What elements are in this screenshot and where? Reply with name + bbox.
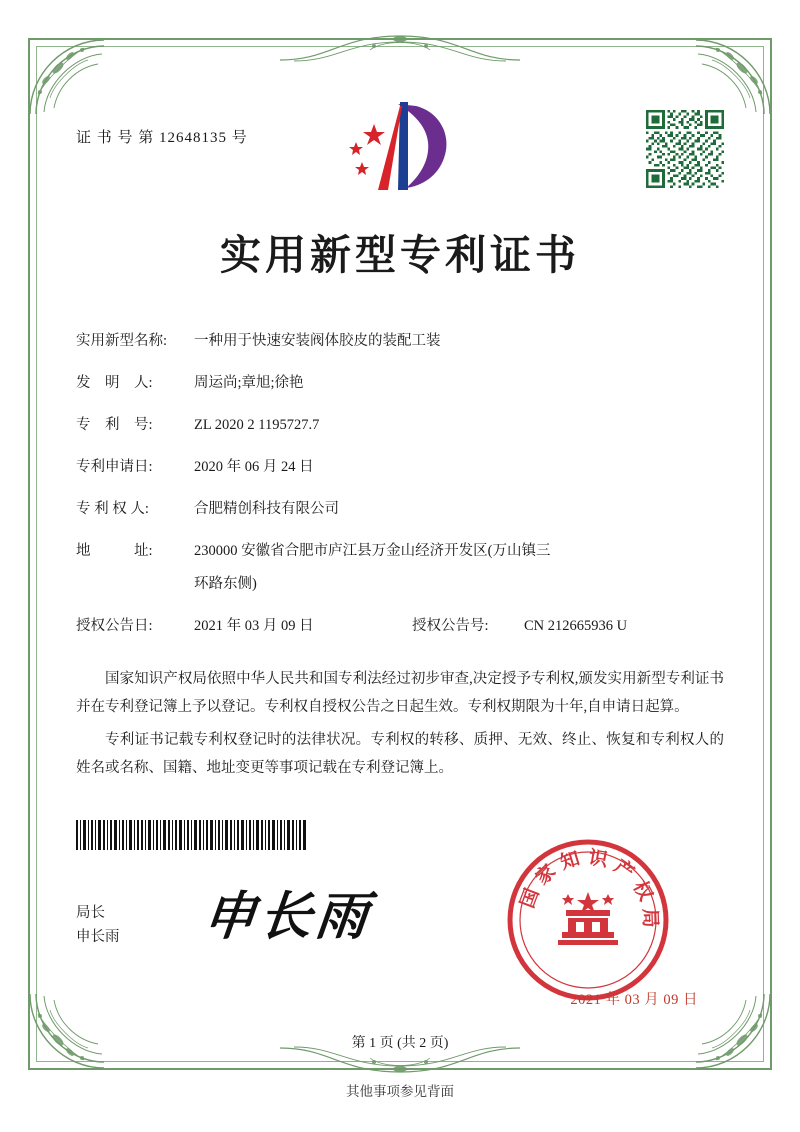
announcement-date-label: 授权公告日: [76, 618, 153, 634]
certificate-content [76, 96, 724, 1009]
signature-area [76, 846, 724, 1009]
seal-date: 2021 年 03 月 09 日 [570, 992, 698, 1009]
svg-text:国 家 知 识 产 权 局: 国 家 知 识 产 权 局 [516, 846, 662, 929]
field-value: ZL 2020 2 1195727.7 [194, 417, 320, 433]
cnipa-logo [340, 96, 460, 201]
field-row-announcement [76, 612, 724, 641]
director-labels [76, 902, 120, 950]
field-value: 2020 年 06 月 24 日 [194, 459, 314, 475]
field-value: 一种用于快速安装阀体胶皮的装配工装 [194, 333, 441, 349]
announcement-number-value: CN 212665936 U [524, 618, 628, 634]
field-list [76, 327, 724, 641]
field-label: 地 址: [76, 543, 153, 559]
announcement-number-label: 授权公告号: [412, 618, 489, 634]
field-label: 发 明 人: [76, 375, 153, 391]
field-value: 合肥精创科技有限公司 [194, 501, 339, 517]
field-row-patent-number [76, 411, 724, 440]
field-row-patentee [76, 495, 724, 524]
field-row-application-date [76, 453, 724, 482]
page-indicator: 第 1 页 (共 2 页) [351, 1036, 449, 1051]
field-label: 专利申请日: [76, 459, 153, 475]
address-continuation: 环路东侧) [194, 576, 257, 592]
official-seal [504, 836, 672, 1004]
barcode [76, 820, 308, 850]
field-value: 周运尚;章旭;徐艳 [194, 375, 304, 391]
announcement-date-value: 2021 年 03 月 09 日 [194, 618, 314, 634]
field-row-inventor [76, 369, 724, 398]
field-label: 专 利 权 人: [76, 501, 149, 517]
director-signature: 申长雨 [200, 886, 375, 948]
page-title: 实用新型专利证书 [220, 231, 580, 279]
qr-code [646, 110, 724, 188]
director-title: 局长 [76, 905, 105, 922]
certificate-number: 证 书 号 第 12648135 号 [76, 130, 248, 146]
director-name: 申长雨 [76, 928, 120, 945]
paragraph-1: 国家知识产权局依照中华人民共和国专利法经过初步审查,决定授予专利权,颁发实用新型专利证书并在专利登记簿上予以登记。专利权自授权公告之日起生效。专利权期限为十年,自申请日起算。 [76, 671, 724, 716]
paragraph-2: 专利证书记载专利权登记时的法律状况。专利权的转移、质押、无效、终止、恢复和专利权人的姓名或名称、国籍、地址变更等事项记载在专利登记簿上。 [76, 731, 724, 776]
field-row-name [76, 327, 724, 356]
field-row-address [76, 537, 724, 566]
field-value: 230000 安徽省合肥市庐江县万金山经济开发区(万山镇三 [194, 543, 551, 559]
footer-note: 其他事项参见背面 [346, 1084, 454, 1099]
field-label: 实用新型名称: [76, 333, 168, 349]
body-paragraphs [76, 665, 724, 782]
field-label: 专 利 号: [76, 417, 153, 433]
